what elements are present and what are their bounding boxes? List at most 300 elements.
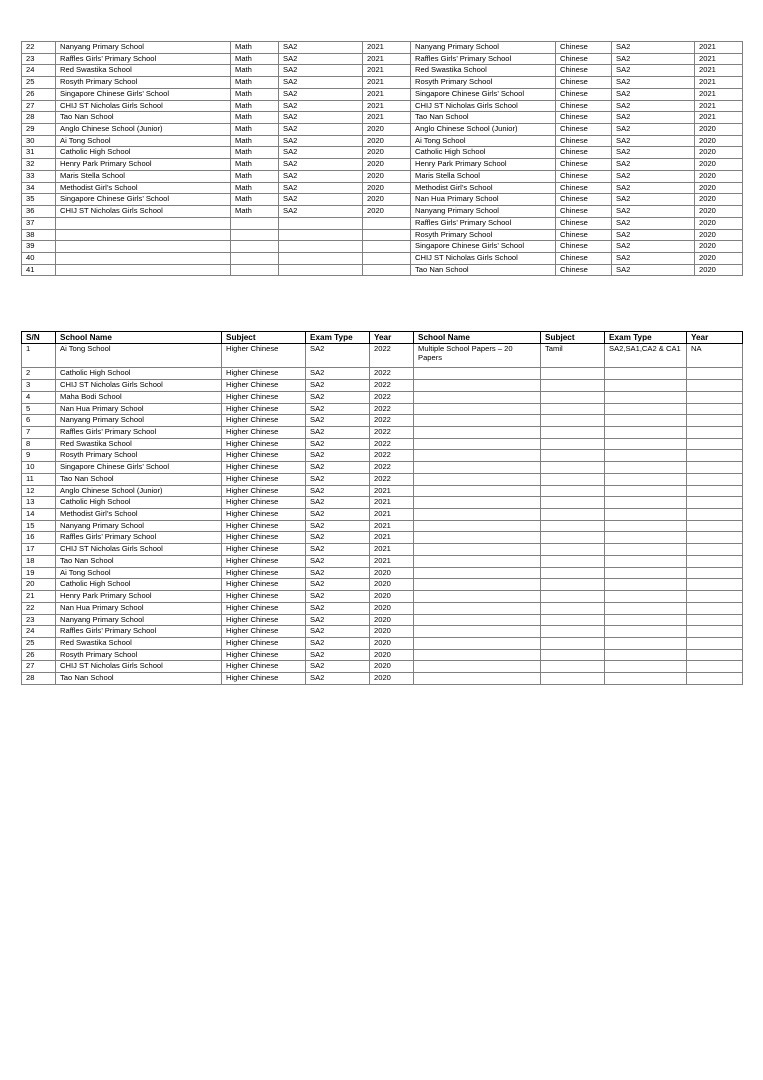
cell-serial-number-text: 25 [26, 77, 35, 87]
cell-year-right [695, 77, 743, 89]
cell-school-name-left-text: CHIJ ST Nicholas Girls School [60, 544, 163, 554]
cell-serial-number [22, 135, 56, 147]
table-row [22, 182, 743, 194]
cell-year-left [370, 415, 414, 427]
cell-year-left-text: 2021 [374, 497, 391, 507]
cell-year-left-text: 2022 [374, 427, 391, 437]
cell-subject-left-text: Higher Chinese [226, 602, 279, 612]
cell-exam-type-right [605, 473, 687, 485]
cell-subject-left-text: Math [235, 170, 252, 180]
cell-school-name-left [56, 206, 231, 218]
cell-year-right [687, 673, 743, 685]
cell-school-name-right [411, 135, 556, 147]
cell-serial-number-text: 1 [26, 344, 31, 354]
cell-year-left-text: 2021 [367, 112, 384, 122]
cell-year-left [363, 53, 411, 65]
cell-serial-number [22, 100, 56, 112]
cell-school-name-left-text: Nanyang Primary School [60, 520, 144, 530]
cell-exam-type-left [306, 614, 370, 626]
cell-year-left-text: 2021 [367, 100, 384, 110]
cell-school-name-left-text: Nanyang Primary School [60, 415, 144, 425]
cell-subject-right [541, 637, 605, 649]
table-one-container [21, 41, 743, 276]
table-row [22, 42, 743, 54]
cell-subject-right [541, 485, 605, 497]
cell-year-left [370, 473, 414, 485]
cell-subject-left-text: Higher Chinese [226, 509, 279, 519]
cell-year-right [687, 579, 743, 591]
cell-school-name-left-text: Raffles Girls’ Primary School [60, 626, 157, 636]
cell-school-name-left [56, 462, 222, 474]
cell-serial-number-text: 33 [26, 170, 35, 180]
cell-subject-left [222, 380, 306, 392]
cell-subject-left-text: Higher Chinese [226, 415, 279, 425]
cell-year-left [363, 229, 411, 241]
cell-subject-left [231, 241, 279, 253]
cell-school-name-right [411, 159, 556, 171]
cell-exam-type-right [612, 206, 695, 218]
cell-year-right [695, 124, 743, 136]
cell-school-name-right-text: Nanyang Primary School [415, 42, 499, 51]
cell-year-right [695, 53, 743, 65]
cell-subject-left [222, 567, 306, 579]
cell-school-name-left-text: Singapore Chinese Girls’ School [60, 88, 170, 98]
cell-subject-right-text: Chinese [560, 100, 588, 110]
cell-exam-type-left-text: SA2 [283, 194, 298, 204]
cell-subject-left [222, 368, 306, 380]
cell-school-name-right-text: Raffles Girls’ Primary School [415, 217, 512, 227]
cell-serial-number [22, 42, 56, 54]
cell-serial-number [22, 485, 56, 497]
cell-exam-type-left-text: SA2 [310, 637, 325, 647]
cell-subject-left [222, 649, 306, 661]
cell-school-name-left [56, 229, 231, 241]
cell-subject-right-text: Chinese [560, 217, 588, 227]
cell-school-name-left-text: Ai Tong School [60, 567, 111, 577]
cell-school-name-right [414, 509, 541, 521]
cell-year-right [687, 637, 743, 649]
cell-year-left [370, 649, 414, 661]
cell-exam-type-left [306, 497, 370, 509]
table-row [22, 485, 743, 497]
cell-year-left [370, 614, 414, 626]
cell-year-left [370, 391, 414, 403]
cell-subject-left-text: Math [235, 124, 252, 134]
cell-serial-number-text: 34 [26, 182, 35, 192]
cell-subject-left [222, 485, 306, 497]
cell-year-left [370, 509, 414, 521]
cell-school-name-left-text: Anglo Chinese School (Junior) [60, 124, 163, 134]
cell-year-left-text: 2020 [367, 170, 384, 180]
table-row [22, 229, 743, 241]
cell-school-name-left [56, 591, 222, 603]
cell-subject-right [556, 170, 612, 182]
cell-serial-number-text: 19 [26, 567, 35, 577]
cell-year-left [363, 170, 411, 182]
cell-exam-type-left-text: SA2 [283, 112, 298, 122]
cell-exam-type-right [612, 264, 695, 276]
cell-school-name-left-text: Singapore Chinese Girls’ School [60, 194, 170, 204]
cell-subject-right [541, 380, 605, 392]
cell-year-left-text: 2021 [367, 77, 384, 87]
cell-serial-number [22, 532, 56, 544]
cell-year-right-text: 2021 [699, 53, 716, 63]
cell-exam-type-right-text: SA2 [616, 159, 631, 169]
cell-exam-type-left-text: SA2 [310, 391, 325, 401]
cell-subject-left [222, 391, 306, 403]
cell-year-right-text: NA [691, 344, 702, 354]
cell-year-right [687, 520, 743, 532]
cell-serial-number [22, 147, 56, 159]
cell-exam-type-right [612, 217, 695, 229]
cell-school-name-left [56, 100, 231, 112]
cell-school-name-left-text: Raffles Girls’ Primary School [60, 427, 157, 437]
cell-year-right [687, 614, 743, 626]
cell-year-right [687, 462, 743, 474]
cell-school-name-left [56, 544, 222, 556]
cell-serial-number [22, 264, 56, 276]
cell-year-left-text: 2021 [374, 532, 391, 542]
cell-exam-type-right [605, 591, 687, 603]
cell-school-name-left-text: Nan Hua Primary School [60, 403, 144, 413]
cell-serial-number [22, 462, 56, 474]
cell-subject-right [541, 602, 605, 614]
cell-exam-type-left-text: SA2 [310, 673, 325, 683]
cell-year-right-text: 2020 [699, 159, 716, 169]
cell-exam-type-right [612, 77, 695, 89]
cell-serial-number-text: 17 [26, 544, 35, 554]
cell-exam-type-right [605, 462, 687, 474]
table-row [22, 415, 743, 427]
cell-subject-left-text: Higher Chinese [226, 567, 279, 577]
cell-school-name-right [414, 380, 541, 392]
cell-subject-right-text: Chinese [560, 53, 588, 63]
cell-school-name-right [411, 42, 556, 54]
cell-year-left-text: 2020 [374, 626, 391, 636]
cell-subject-left-text: Higher Chinese [226, 380, 279, 390]
cell-exam-type-right [612, 100, 695, 112]
cell-exam-type-left-text: SA2 [310, 591, 325, 601]
cell-serial-number-text: 14 [26, 509, 35, 519]
cell-exam-type-right [605, 368, 687, 380]
cell-exam-type-left-text: SA2 [310, 509, 325, 519]
column-header-subject-right: Subject [541, 332, 605, 344]
cell-year-right-text: 2020 [699, 241, 716, 251]
cell-school-name-left [56, 450, 222, 462]
cell-year-left [363, 252, 411, 264]
cell-subject-left-text: Higher Chinese [226, 450, 279, 460]
cell-year-right-text: 2020 [699, 217, 716, 227]
cell-school-name-right [414, 403, 541, 415]
cell-exam-type-right-text: SA2 [616, 88, 631, 98]
cell-school-name-right-text: Tao Nan School [415, 264, 469, 274]
cell-year-right-text: 2021 [699, 88, 716, 98]
cell-school-name-right [411, 206, 556, 218]
cell-year-left-text: 2022 [374, 415, 391, 425]
cell-school-name-left [56, 403, 222, 415]
table-row [22, 555, 743, 567]
cell-school-name-right [414, 450, 541, 462]
cell-subject-left [231, 88, 279, 100]
cell-year-left-text: 2021 [374, 485, 391, 495]
cell-subject-right-text: Chinese [560, 182, 588, 192]
cell-serial-number-text: 3 [26, 380, 31, 390]
cell-exam-type-right [612, 159, 695, 171]
column-header-school-name-right: School Name [414, 332, 541, 344]
table-row [22, 170, 743, 182]
cell-year-right-text: 2021 [699, 42, 716, 51]
cell-school-name-left [56, 626, 222, 638]
column-header-subject-left: Subject [222, 332, 306, 344]
cell-school-name-right [411, 147, 556, 159]
cell-exam-type-left [279, 135, 363, 147]
table-row [22, 438, 743, 450]
cell-school-name-left [56, 661, 222, 673]
cell-subject-right [541, 368, 605, 380]
cell-exam-type-right [612, 170, 695, 182]
cell-school-name-left-text: Tao Nan School [60, 673, 114, 683]
cell-subject-left [222, 344, 306, 368]
cell-serial-number-text: 28 [26, 112, 35, 122]
cell-exam-type-right [605, 403, 687, 415]
cell-serial-number [22, 77, 56, 89]
cell-exam-type-left-text: SA2 [310, 544, 325, 554]
cell-year-left-text: 2021 [374, 520, 391, 530]
cell-school-name-left-text: Maris Stella School [60, 170, 125, 180]
cell-school-name-left [56, 485, 222, 497]
cell-school-name-right [411, 112, 556, 124]
table-row [22, 264, 743, 276]
cell-subject-right [541, 415, 605, 427]
cell-year-right [687, 344, 743, 368]
cell-year-left [363, 194, 411, 206]
cell-school-name-right-text: Rosyth Primary School [415, 229, 493, 239]
cell-year-right [687, 555, 743, 567]
cell-subject-left [231, 53, 279, 65]
cell-year-left-text: 2022 [374, 368, 391, 378]
cell-school-name-left-text: Nanyang Primary School [60, 42, 144, 51]
cell-year-right-text: 2020 [699, 124, 716, 134]
cell-year-left [370, 450, 414, 462]
cell-school-name-right [414, 532, 541, 544]
cell-year-right [687, 403, 743, 415]
cell-serial-number [22, 614, 56, 626]
cell-school-name-right [414, 473, 541, 485]
cell-year-left-text: 2021 [367, 65, 384, 75]
cell-subject-left [231, 124, 279, 136]
cell-serial-number [22, 380, 56, 392]
cell-year-left-text: 2020 [367, 206, 384, 216]
cell-school-name-left [56, 614, 222, 626]
cell-exam-type-left-text: SA2 [310, 344, 325, 354]
cell-serial-number [22, 415, 56, 427]
cell-serial-number [22, 509, 56, 521]
cell-school-name-left [56, 194, 231, 206]
cell-exam-type-left [279, 217, 363, 229]
cell-year-right [687, 544, 743, 556]
cell-exam-type-right-text: SA2 [616, 112, 631, 122]
cell-subject-right [541, 614, 605, 626]
cell-exam-type-left [306, 380, 370, 392]
cell-serial-number [22, 182, 56, 194]
cell-serial-number [22, 159, 56, 171]
cell-exam-type-right [605, 485, 687, 497]
cell-subject-right [541, 532, 605, 544]
cell-school-name-right-text: Multiple School Papers – 20 Papers [418, 344, 513, 363]
cell-exam-type-right-text: SA2 [616, 217, 631, 227]
cell-exam-type-right [612, 42, 695, 54]
cell-exam-type-right [605, 344, 687, 368]
cell-subject-left-text: Math [235, 112, 252, 122]
cell-subject-right [556, 100, 612, 112]
cell-school-name-left [56, 344, 222, 368]
cell-school-name-left-text: Tao Nan School [60, 112, 114, 122]
cell-year-left-text: 2020 [374, 673, 391, 683]
cell-year-left [370, 579, 414, 591]
cell-year-left [363, 217, 411, 229]
cell-serial-number-text: 23 [26, 53, 35, 63]
cell-exam-type-right [605, 673, 687, 685]
table-row [22, 567, 743, 579]
cell-school-name-right [411, 65, 556, 77]
cell-school-name-left-text: Catholic High School [60, 147, 131, 157]
cell-year-right [695, 182, 743, 194]
cell-school-name-right [411, 264, 556, 276]
cell-year-left [363, 124, 411, 136]
cell-year-left [363, 264, 411, 276]
cell-exam-type-right-text: SA2 [616, 42, 631, 51]
cell-subject-right [556, 147, 612, 159]
cell-school-name-right [414, 602, 541, 614]
cell-serial-number-text: 32 [26, 159, 35, 169]
cell-year-left [370, 427, 414, 439]
table-header-row [22, 332, 743, 344]
cell-school-name-right [414, 591, 541, 603]
cell-serial-number [22, 194, 56, 206]
cell-subject-right [556, 77, 612, 89]
table-row [22, 344, 743, 368]
cell-serial-number-text: 37 [26, 217, 35, 227]
cell-subject-left-text: Higher Chinese [226, 637, 279, 647]
cell-serial-number-text: 40 [26, 252, 35, 262]
cell-serial-number [22, 391, 56, 403]
cell-exam-type-right [612, 229, 695, 241]
cell-exam-type-right [612, 88, 695, 100]
cell-exam-type-right [605, 567, 687, 579]
column-header-school-name-left: School Name [56, 332, 222, 344]
cell-subject-left [222, 497, 306, 509]
cell-subject-left-text: Higher Chinese [226, 649, 279, 659]
cell-year-left-text: 2020 [374, 614, 391, 624]
cell-subject-right [541, 450, 605, 462]
cell-school-name-left-text: Red Swastika School [60, 438, 132, 448]
cell-subject-right-text: Chinese [560, 170, 588, 180]
cell-subject-left [231, 194, 279, 206]
cell-subject-left-text: Higher Chinese [226, 673, 279, 683]
cell-serial-number [22, 252, 56, 264]
cell-year-right [695, 42, 743, 54]
cell-year-right [695, 206, 743, 218]
table-row [22, 77, 743, 89]
cell-exam-type-right [605, 555, 687, 567]
cell-subject-right [541, 403, 605, 415]
cell-year-left-text: 2022 [374, 380, 391, 390]
cell-exam-type-left [306, 450, 370, 462]
cell-school-name-left [56, 637, 222, 649]
cell-subject-left-text: Math [235, 159, 252, 169]
table-row [22, 591, 743, 603]
cell-school-name-left [56, 427, 222, 439]
cell-serial-number [22, 473, 56, 485]
cell-exam-type-left [279, 147, 363, 159]
cell-serial-number-text: 28 [26, 673, 35, 683]
cell-subject-left [222, 614, 306, 626]
cell-subject-left [222, 532, 306, 544]
cell-school-name-right [411, 182, 556, 194]
cell-subject-left [222, 591, 306, 603]
cell-subject-left [222, 438, 306, 450]
cell-school-name-left [56, 473, 222, 485]
cell-serial-number [22, 88, 56, 100]
table-row [22, 614, 743, 626]
cell-subject-right-text: Chinese [560, 135, 588, 145]
cell-serial-number [22, 53, 56, 65]
cell-subject-right [541, 391, 605, 403]
cell-school-name-right [414, 579, 541, 591]
cell-serial-number [22, 206, 56, 218]
cell-year-right [687, 415, 743, 427]
cell-subject-left [231, 77, 279, 89]
cell-subject-right [556, 124, 612, 136]
cell-school-name-right-text: Red Swastika School [415, 65, 487, 75]
cell-school-name-left-text: Rosyth Primary School [60, 77, 138, 87]
cell-subject-right [556, 241, 612, 253]
cell-exam-type-left [306, 473, 370, 485]
cell-subject-right [541, 579, 605, 591]
cell-school-name-left [56, 170, 231, 182]
cell-year-left-text: 2020 [374, 567, 391, 577]
cell-exam-type-right [605, 544, 687, 556]
cell-exam-type-left [279, 77, 363, 89]
cell-exam-type-left [306, 368, 370, 380]
cell-year-right [687, 391, 743, 403]
cell-year-right-text: 2020 [699, 182, 716, 192]
cell-year-right [695, 159, 743, 171]
cell-exam-type-left-text: SA2 [310, 555, 325, 565]
cell-school-name-right [411, 252, 556, 264]
cell-exam-type-right [605, 380, 687, 392]
cell-exam-type-right [612, 135, 695, 147]
cell-subject-left-text: Higher Chinese [226, 532, 279, 542]
cell-school-name-left-text: Henry Park Primary School [60, 591, 152, 601]
cell-school-name-left [56, 42, 231, 54]
cell-subject-left-text: Math [235, 42, 252, 51]
cell-school-name-left-text: Red Swastika School [60, 637, 132, 647]
cell-serial-number-text: 12 [26, 485, 35, 495]
cell-school-name-right [411, 53, 556, 65]
cell-year-left [370, 462, 414, 474]
cell-year-right [695, 112, 743, 124]
cell-exam-type-right-text: SA2 [616, 135, 631, 145]
table-row [22, 53, 743, 65]
table-row [22, 544, 743, 556]
cell-exam-type-left-text: SA2 [283, 88, 298, 98]
cell-school-name-left-text: Henry Park Primary School [60, 159, 152, 169]
cell-school-name-left-text: Rosyth Primary School [60, 450, 138, 460]
cell-school-name-left-text: Ai Tong School [60, 344, 111, 354]
cell-subject-right [556, 182, 612, 194]
cell-year-left [370, 532, 414, 544]
